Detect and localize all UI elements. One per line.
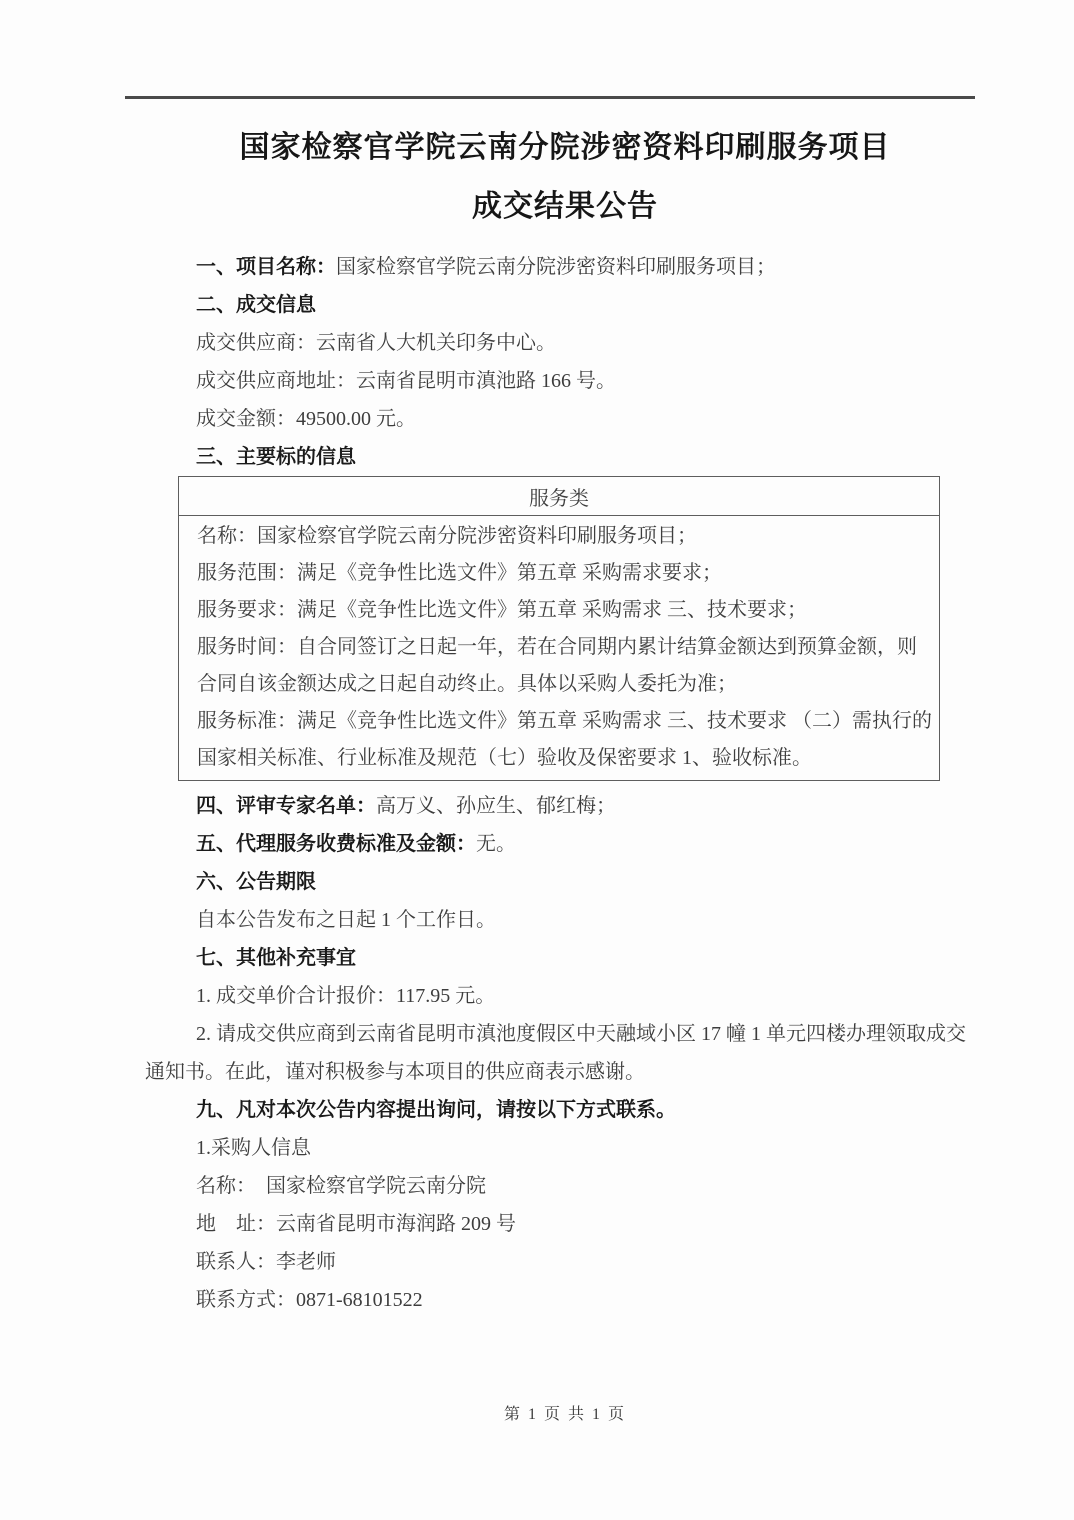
document-title: 国家检察官学院云南分院涉密资料印刷服务项目 bbox=[239, 131, 891, 164]
document-content bbox=[145, 126, 985, 1319]
section-experts bbox=[145, 787, 985, 825]
section-experts-text: 高万义、孙应生、郁红梅； bbox=[376, 795, 616, 817]
section-deal-info-heading: 二、成交信息 bbox=[196, 294, 316, 316]
service-table-header-row bbox=[179, 477, 940, 516]
page-number-footer: 第 1 页 共 1 页 bbox=[503, 1406, 626, 1423]
contact-name: 名称： 国家检察官学院云南分院 bbox=[196, 1175, 486, 1197]
service-table bbox=[178, 476, 940, 781]
deal-amount: 成交金额：49500.00 元。 bbox=[196, 408, 416, 430]
section-project-name bbox=[145, 248, 985, 286]
other-item-2: 2. 请成交供应商到云南省昆明市滇池度假区中天融域小区 17 幢 1 单元四楼办理领取成交通知书。在此，谨对积极参与本项目的供应商表示感谢。 bbox=[145, 1023, 966, 1083]
service-table-body-cell bbox=[179, 516, 940, 781]
contact-buyer-title: 1.采购人信息 bbox=[196, 1137, 311, 1159]
document-subtitle: 成交结果公告 bbox=[472, 190, 658, 223]
service-table-row: 服务标准：满足《竞争性比选文件》第五章 采购需求 三、技术要求 （二）需执行的国家相关标准、行业标准及规范（七）验收及保密要求 1、验收标准。 bbox=[197, 710, 932, 769]
service-table-row: 名称：国家检察官学院云南分院涉密资料印刷服务项目； bbox=[197, 525, 697, 547]
section-agency-fee-label: 五、代理服务收费标准及金额： bbox=[196, 833, 476, 855]
contact-person: 联系人：李老师 bbox=[196, 1251, 336, 1273]
header-rule bbox=[125, 96, 975, 99]
notice-period-text: 自本公告发布之日起 1 个工作日。 bbox=[196, 909, 496, 931]
section-experts-label: 四、评审专家名单： bbox=[196, 795, 376, 817]
section-contact-heading: 九、凡对本次公告内容提出询问，请按以下方式联系。 bbox=[196, 1099, 676, 1121]
contact-address: 地 址：云南省昆明市海润路 209 号 bbox=[196, 1213, 516, 1235]
service-table-body-row bbox=[179, 516, 940, 781]
section-agency-fee-text: 无。 bbox=[476, 833, 516, 855]
contact-phone: 联系方式：0871-68101522 bbox=[196, 1289, 423, 1311]
service-table-row: 服务要求：满足《竞争性比选文件》第五章 采购需求 三、技术要求； bbox=[197, 599, 807, 621]
other-item-1: 1. 成交单价合计报价：117.95 元。 bbox=[196, 985, 496, 1007]
deal-supplier-address: 成交供应商地址：云南省昆明市滇池路 166 号。 bbox=[196, 370, 616, 392]
service-table-row: 服务范围：满足《竞争性比选文件》第五章 采购需求要求； bbox=[197, 562, 722, 584]
section-project-name-text: 国家检察官学院云南分院涉密资料印刷服务项目； bbox=[336, 256, 776, 278]
section-other-heading: 七、其他补充事宜 bbox=[196, 947, 356, 969]
service-table-row: 服务时间：自合同签订之日起一年，若在合同期内累计结算金额达到预算金额，则合同自该金额达成之日起自动终止。具体以采购人委托为准； bbox=[197, 636, 917, 695]
section-notice-period-heading: 六、公告期限 bbox=[196, 871, 316, 893]
section-subject-info-heading: 三、主要标的信息 bbox=[196, 446, 356, 468]
section-project-name-label: 一、项目名称： bbox=[196, 256, 336, 278]
service-table-header-cell: 服务类 bbox=[179, 477, 940, 516]
section-agency-fee bbox=[145, 825, 985, 863]
deal-supplier: 成交供应商：云南省人大机关印务中心。 bbox=[196, 332, 556, 354]
